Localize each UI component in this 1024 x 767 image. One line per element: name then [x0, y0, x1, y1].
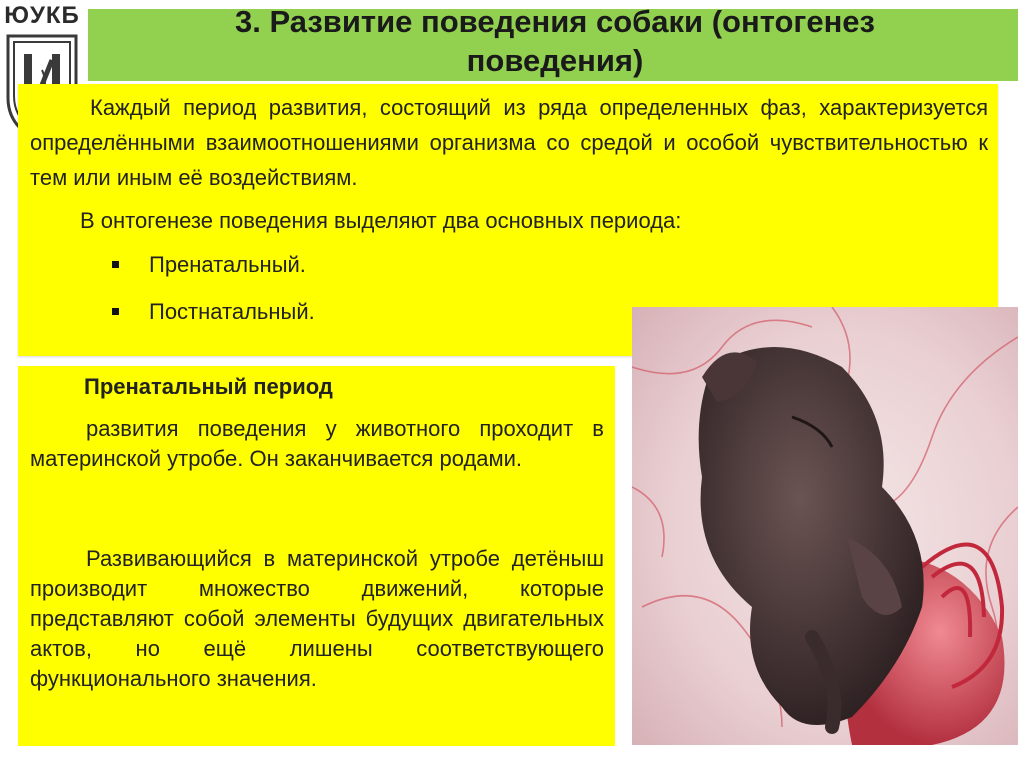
prenatal-paragraph-2: Развивающийся в материнской утробе детёныш производит множество движений, которые представляют собой элементы будущих двигательных актов, но ещё лишены соответствующего функционального значения.: [30, 546, 604, 691]
embryo-image: [632, 307, 1018, 745]
prenatal-paragraph-1: развития поведения у животного проходит в материнской утробе. Он заканчивается родами.: [30, 416, 604, 471]
bullet-item-postnatal: [112, 297, 315, 327]
bullet-label: Постнатальный.: [149, 299, 315, 324]
intro-paragraph: Каждый период развития, состоящий из ряда определенных фаз, характеризуется определёнными взаимоотношениями организма со средой и особой чувствительностью к тем или иным её воздействиям.: [30, 95, 988, 190]
prenatal-heading: Пренатальный период: [84, 374, 333, 399]
puppy-embryo-photo: [632, 307, 1018, 745]
title-line-1: 3. Развитие поведения собаки (онтогенез: [235, 4, 875, 39]
bullet-item-prenatal: [112, 250, 306, 280]
periods-intro: В онтогенезе поведения выделяют два основных периода:: [80, 208, 682, 233]
bullet-square-icon: [112, 308, 119, 315]
bullet-label: Пренатальный.: [149, 252, 306, 277]
prenatal-text-box: [18, 366, 615, 746]
title-line-2: поведения): [466, 43, 644, 78]
bullet-square-icon: [112, 261, 119, 268]
logo-text: ЮУКБ: [4, 2, 80, 29]
page-title: [130, 2, 980, 80]
